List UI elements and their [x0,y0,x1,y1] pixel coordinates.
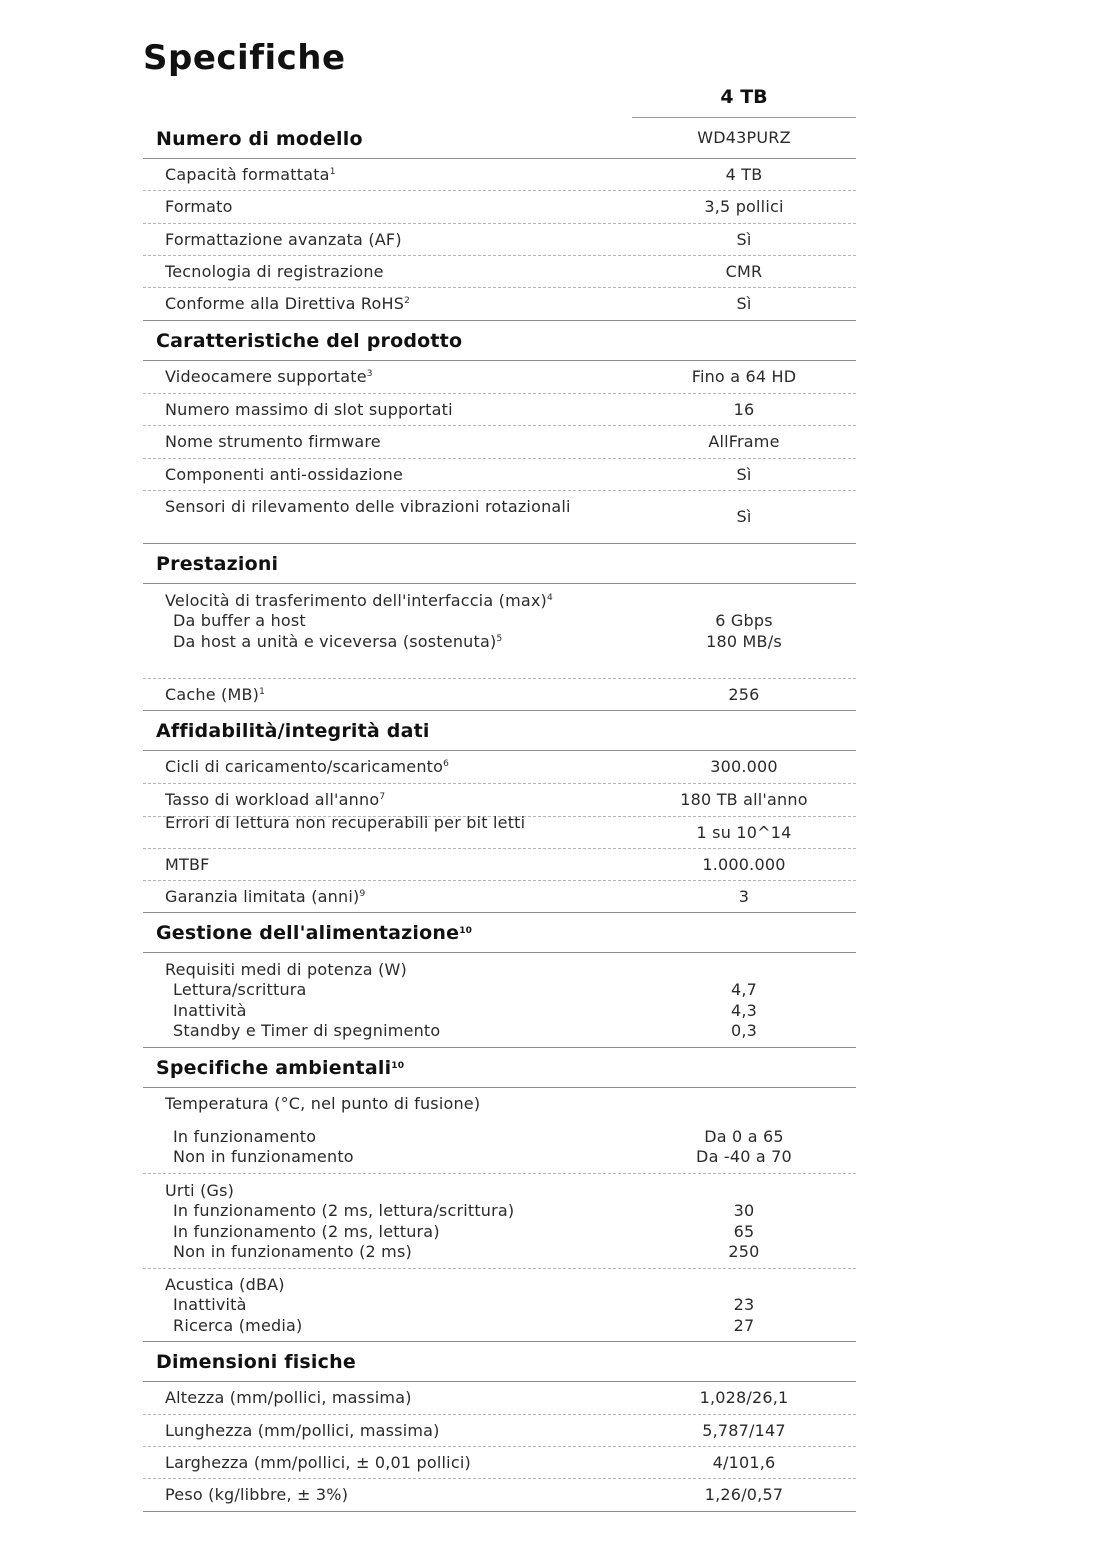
value-text: CMR [725,261,763,281]
spec-row [143,1415,856,1447]
section-title [156,1350,636,1374]
spec-value [632,507,856,528]
footnote-marker: 10 [459,926,473,936]
spec-label [165,497,605,518]
spec-subvalue: 180 MB/s [706,631,782,651]
spec-sublabel [165,1242,605,1263]
spec-subvalue: 4,3 [730,1000,758,1020]
spec-sublabel [165,1295,605,1316]
text: Videocamere supportate [165,367,367,387]
text: Nome strumento firmware [165,432,381,452]
spec-value [632,855,856,876]
spec-value [632,1127,856,1168]
text: Non in funzionamento [173,1147,354,1167]
spec-label [165,813,605,834]
spec-row [143,849,856,881]
spec-value [632,790,856,811]
value-text: 3,5 pollici [704,197,784,217]
spec-label [165,400,605,421]
spec-row [143,584,856,679]
value-text: 1,26/0,57 [704,1485,784,1505]
section-title [156,127,636,151]
text: Non in funzionamento (2 ms) [173,1242,412,1261]
text: Formato [165,197,233,217]
spec-subvalue: Da -40 a 70 [696,1147,792,1167]
text: Numero massimo di slot supportati [165,399,453,419]
spec-sublabel [165,1147,605,1168]
text: Altezza (mm/pollici, massima) [165,1388,412,1408]
spec-label [165,1181,605,1263]
section-title [156,921,636,945]
spec-label [165,757,605,778]
text: Lunghezza (mm/pollici, massima) [165,1420,440,1440]
text: Caratteristiche del prodotto [156,330,463,352]
spec-label [165,367,605,388]
text: Peso (kg/libbre, ± 3%) [165,1485,349,1505]
spec-row [143,1447,856,1479]
footnote-marker: 9 [359,888,366,899]
value-text: Fino a 64 HD [691,367,797,387]
spec-subvalue: Da 0 a 65 [704,1126,784,1146]
spec-value [632,685,856,706]
text: Componenti anti-ossidazione [165,464,404,484]
spec-label [165,960,605,1042]
spec-subvalue: 23 [733,1295,755,1315]
spec-row [143,679,856,711]
spec-row [143,812,856,849]
footnote-marker: 4 [546,592,553,603]
text: Da host a unità e viceversa (sostenuta) [173,631,497,651]
spec-value [632,230,856,251]
spec-row [143,1088,856,1174]
text: Inattività [173,1295,247,1315]
spec-row [143,491,856,544]
spec-sublabel [165,1127,605,1148]
text: Larghezza (mm/pollici, ± 0,01 pollici) [165,1452,471,1472]
spec-value [632,294,856,315]
text: MTBF [165,854,210,874]
spec-subvalue: 250 [728,1242,760,1261]
value-text: 1 su 10^14 [696,822,792,842]
spec-label [165,1388,605,1409]
text: Temperatura (°C, nel punto di fusione) [165,1094,481,1114]
text: Gestione dell'alimentazione [156,922,460,944]
spec-row [143,1174,856,1269]
spec-value [632,611,856,652]
footnote-marker: 2 [404,296,411,307]
spec-sublabel [165,980,605,1001]
section-title [156,1056,636,1080]
spec-value [632,1453,856,1474]
text: Numero di modello [156,127,363,150]
spec-subvalue: 27 [733,1315,755,1335]
column-header-capacity: 4 TB [720,86,768,108]
spec-row [143,426,856,459]
spec-sublabel [165,611,605,632]
spec-label [165,855,605,876]
value-text: 3 [738,886,750,906]
text: In funzionamento (2 ms, lettura/scrittura) [173,1201,515,1220]
section-header [143,1048,856,1088]
spec-row [143,1479,856,1512]
value-text: 4/101,6 [712,1452,776,1472]
text: Errori di lettura non recuperabili per bit letti [165,812,526,832]
section-header [143,321,856,361]
spacer [165,1115,605,1127]
section-header [143,711,856,751]
footnote-marker: 10 [391,1061,405,1071]
value-text: Sì [736,464,752,484]
spec-row [143,953,856,1048]
text: Affidabilità/integrità dati [156,720,430,742]
spec-label [165,591,605,653]
value-text: 180 TB all'anno [680,790,808,810]
text: Capacità formattata [165,164,330,184]
value-text: 256 [728,684,760,704]
text: Dimensioni fisiche [156,1351,356,1373]
section-title [156,552,636,576]
text: Conforme alla Direttiva RoHS [165,294,405,314]
section-header [143,544,856,584]
section-title [156,719,636,743]
spec-row [143,191,856,224]
spec-label [165,1453,605,1474]
value-text: Sì [736,507,752,527]
spec-label [165,465,605,486]
footnote-marker: 7 [379,792,386,803]
spec-value [632,262,856,283]
spec-sublabel [165,1021,605,1042]
spec-value [632,1295,856,1336]
value-text: 5,787/147 [702,1420,786,1440]
text: In funzionamento [173,1126,317,1146]
spec-sublabel [165,1001,605,1022]
spec-label [165,230,605,251]
spec-row [143,459,856,491]
text: In funzionamento (2 ms, lettura) [173,1221,440,1241]
text: Inattività [173,1000,247,1020]
value-text: 300.000 [710,757,778,777]
spec-label [165,165,605,186]
spec-sublabel [165,1316,605,1337]
spec-label [165,685,605,706]
spec-value [632,823,856,844]
spec-sublabel [165,632,605,653]
spec-value [632,887,856,908]
spec-label [165,790,605,811]
section-header [143,1342,856,1382]
spec-row [143,159,856,191]
spec-row [143,1269,856,1342]
value-text: 4 TB [725,164,763,184]
spec-row [143,394,856,426]
spec-label [165,887,605,908]
value-text: 1,028/26,1 [699,1388,789,1408]
spec-subvalue: 30 [733,1201,755,1220]
spec-row [143,881,856,913]
spec-value [632,367,856,388]
section-header [143,913,856,953]
text: Acustica (dBA) [165,1274,285,1294]
value-text: Sì [736,294,752,314]
text: Ricerca (media) [173,1315,303,1335]
spec-value [632,128,856,149]
spec-label [165,1275,605,1337]
footnote-marker: 5 [496,633,503,644]
value-text: Sì [736,229,752,249]
spec-subvalue: 0,3 [730,1021,758,1040]
spec-row [143,256,856,288]
text: Formattazione avanzata (AF) [165,229,402,249]
spec-row [143,1382,856,1415]
spec-label [165,294,605,315]
section-title [156,329,636,353]
spec-subvalue: 65 [733,1221,755,1241]
spec-value [632,165,856,186]
spec-value [632,432,856,453]
text: Tecnologia di registrazione [165,261,384,281]
text: Garanzia limitata (anni) [165,886,360,906]
spec-subvalue: 6 Gbps [715,611,773,630]
spec-value [632,980,856,1042]
text: Urti (Gs) [165,1180,235,1200]
text: Sensori di rilevamento delle vibrazioni rotazionali [165,497,571,516]
text: Tasso di workload all'anno [165,790,380,810]
spec-subvalue: 4,7 [730,980,758,999]
spec-row [143,224,856,256]
text: Specifiche ambientali [156,1057,392,1079]
section-header [143,118,856,159]
text: Lettura/scrittura [173,980,307,999]
spec-row [143,288,856,321]
text: Da buffer a host [173,611,306,630]
spec-label [165,432,605,453]
spec-row [143,361,856,394]
value-text: 1.000.000 [702,854,786,874]
footnote-marker: 1 [259,686,266,697]
spec-value [632,1485,856,1506]
text: Requisiti medi di potenza (W) [165,959,407,979]
spec-label [165,197,605,218]
footnote-marker: 1 [329,166,336,177]
spec-value [632,400,856,421]
spec-value [632,1421,856,1442]
text: Cache (MB) [165,684,260,704]
text: Cicli di caricamento/scaricamento [165,757,444,777]
spec-value [632,197,856,218]
spec-value [632,1388,856,1409]
text: Standby e Timer di spegnimento [173,1021,441,1040]
text: Prestazioni [156,553,279,575]
value-text: AllFrame [708,432,780,452]
value-text: WD43PURZ [697,128,791,148]
spec-label [165,262,605,283]
spec-label [165,1485,605,1506]
spec-value [632,1201,856,1263]
spec-sublabel [165,1201,605,1222]
spec-sublabel [165,1222,605,1243]
spec-label [165,1421,605,1442]
spec-row [143,751,856,784]
value-text: 16 [733,399,755,419]
spec-value [632,465,856,486]
spec-value [632,757,856,778]
page-title: Specifiche [143,38,346,78]
footnote-marker: 3 [366,369,373,380]
footnote-marker: 6 [443,759,450,770]
spec-label [165,1094,605,1168]
text: Velocità di trasferimento dell'interfaccia (max) [165,590,547,610]
